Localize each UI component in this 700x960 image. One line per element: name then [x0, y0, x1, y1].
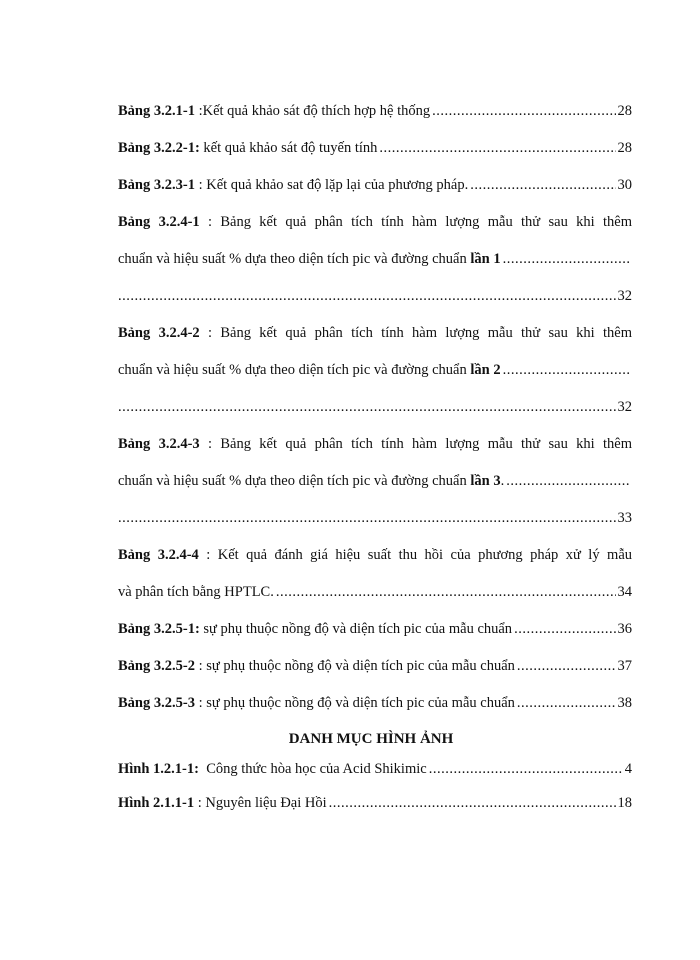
page-number: 38 — [617, 695, 632, 711]
toc-entry-3-2-4-4[interactable] — [118, 537, 632, 611]
dot-leader — [503, 352, 630, 389]
page-number: 32 — [617, 288, 632, 304]
toc-entry-3-2-5-1[interactable] — [118, 611, 632, 648]
entry-separator: : — [199, 325, 221, 341]
entry-title: sự phụ thuộc nồng độ và diện tích pic của mẫu chuẩn — [206, 658, 515, 674]
dot-leader — [429, 754, 623, 785]
entry-label: Bảng 3.2.4-2 — [118, 325, 200, 341]
page-number: 30 — [617, 177, 632, 193]
entry-label: Bảng 3.2.5-2 — [118, 658, 195, 674]
entry-title-line1: Bảng kết quả phân tích tính hàm lượng mẫu thử sau khi thêm — [220, 214, 632, 230]
toc-entry-3-2-3-1[interactable] — [118, 167, 632, 204]
entry-label: Hình 1.2.1-1: — [118, 761, 199, 777]
table-list — [118, 93, 632, 822]
entry-title: kết quả khảo sát độ tuyến tính — [203, 140, 378, 156]
entry-title: Kết quả khảo sat độ lặp lại của phương pháp. — [206, 177, 469, 193]
figures-heading: DANH MỤC HÌNH ẢNH — [288, 731, 454, 747]
page-number: 36 — [617, 621, 632, 637]
entry-title-emphasis: lần 1 — [470, 251, 501, 267]
entry-title: Nguyên liệu Đại Hồi — [205, 795, 327, 811]
entry-separator: : — [194, 795, 206, 811]
page-number: 34 — [617, 584, 632, 600]
entry-separator: : — [198, 547, 218, 563]
toc-entry-3-2-2-1[interactable] — [118, 130, 632, 167]
entry-label: Hình 2.1.1-1 — [118, 795, 195, 811]
toc-entry-3-2-5-2[interactable] — [118, 648, 632, 685]
dot-leader — [118, 500, 616, 537]
dot-leader — [517, 648, 616, 685]
dot-leader — [379, 130, 615, 167]
entry-label: Bảng 3.2.3-1 — [118, 177, 195, 193]
page-number: 4 — [624, 761, 632, 777]
page-number: 37 — [617, 658, 632, 674]
page-number: 18 — [617, 795, 632, 811]
entry-title: sự phụ thuộc nồng độ và diện tích pic của mẫu chuẩn — [203, 621, 513, 637]
entry-label: Bảng 3.2.4-4 — [118, 547, 199, 563]
toc-entry-3-2-1-1[interactable] — [118, 93, 632, 130]
dot-leader — [329, 785, 616, 822]
entry-label: Bảng 3.2.4-1 — [118, 214, 200, 230]
dot-leader — [276, 574, 616, 611]
entry-title-emphasis: lần 2 — [470, 362, 501, 378]
toc-entry-3-2-4-2[interactable] — [118, 315, 632, 426]
entry-title-line2: chuẩn và hiệu suất % dựa theo diện tích pic và đường chuẩn — [118, 251, 471, 267]
entry-separator: : — [194, 103, 203, 119]
page-number: 32 — [617, 399, 632, 415]
entry-label: Bảng 3.2.4-3 — [118, 436, 200, 452]
page-number: 28 — [617, 103, 632, 119]
entry-title-line1: Bảng kết quả phân tích tính hàm lượng mẫu thử sau khi thêm — [220, 436, 632, 452]
dot-leader — [470, 167, 615, 204]
entry-label: Bảng 3.2.5-1: — [118, 621, 200, 637]
toc-entry-3-2-4-3[interactable] — [118, 426, 632, 537]
entry-separator: : — [199, 214, 221, 230]
entry-separator: : — [199, 436, 221, 452]
dot-leader — [506, 463, 630, 500]
toc-entry-3-2-5-3[interactable] — [118, 685, 632, 722]
entry-title-line1: Kết quả đánh giá hiệu suất thu hồi của phương pháp xử lý mẫu — [217, 547, 632, 563]
toc-entry-hinh-2-1-1-1[interactable] — [118, 785, 632, 822]
entry-title: sự phụ thuộc nồng độ và diện tích pic của mẫu chuẩn — [206, 695, 515, 711]
dot-leader — [118, 389, 616, 426]
entry-label: Bảng 3.2.5-3 — [118, 695, 195, 711]
entry-title-tail: . — [500, 473, 505, 489]
dot-leader — [517, 685, 616, 722]
page-number: 33 — [617, 510, 632, 526]
dot-leader — [118, 278, 616, 315]
entry-title-line2: chuẩn và hiệu suất % dựa theo diện tích pic và đường chuẩn — [118, 362, 471, 378]
dot-leader — [432, 93, 615, 130]
entry-label: Bảng 3.2.2-1: — [118, 140, 200, 156]
entry-title: Kết quả khảo sát độ thích hợp hệ thống — [202, 103, 431, 119]
entry-title: Công thức hòa học của Acid Shikimic — [206, 761, 427, 777]
entry-label: Bảng 3.2.1-1 — [118, 103, 195, 119]
page-number: 28 — [617, 140, 632, 156]
toc-entry-3-2-4-1[interactable] — [118, 204, 632, 315]
entry-separator: : — [194, 695, 207, 711]
entry-title-line2: chuẩn và hiệu suất % dựa theo diện tích pic và đường chuẩn — [118, 473, 471, 489]
entry-title-line1: Bảng kết quả phân tích tính hàm lượng mẫu thử sau khi thêm — [220, 325, 632, 341]
toc-entry-hinh-1-2-1-1[interactable] — [118, 754, 632, 785]
entry-separator: : — [194, 177, 207, 193]
entry-title-line2: và phân tích bằng HPTLC. — [118, 584, 274, 600]
dot-leader — [514, 611, 615, 648]
entry-title-emphasis: lần 3 — [470, 473, 501, 489]
entry-separator: : — [194, 658, 207, 674]
dot-leader — [503, 241, 630, 278]
